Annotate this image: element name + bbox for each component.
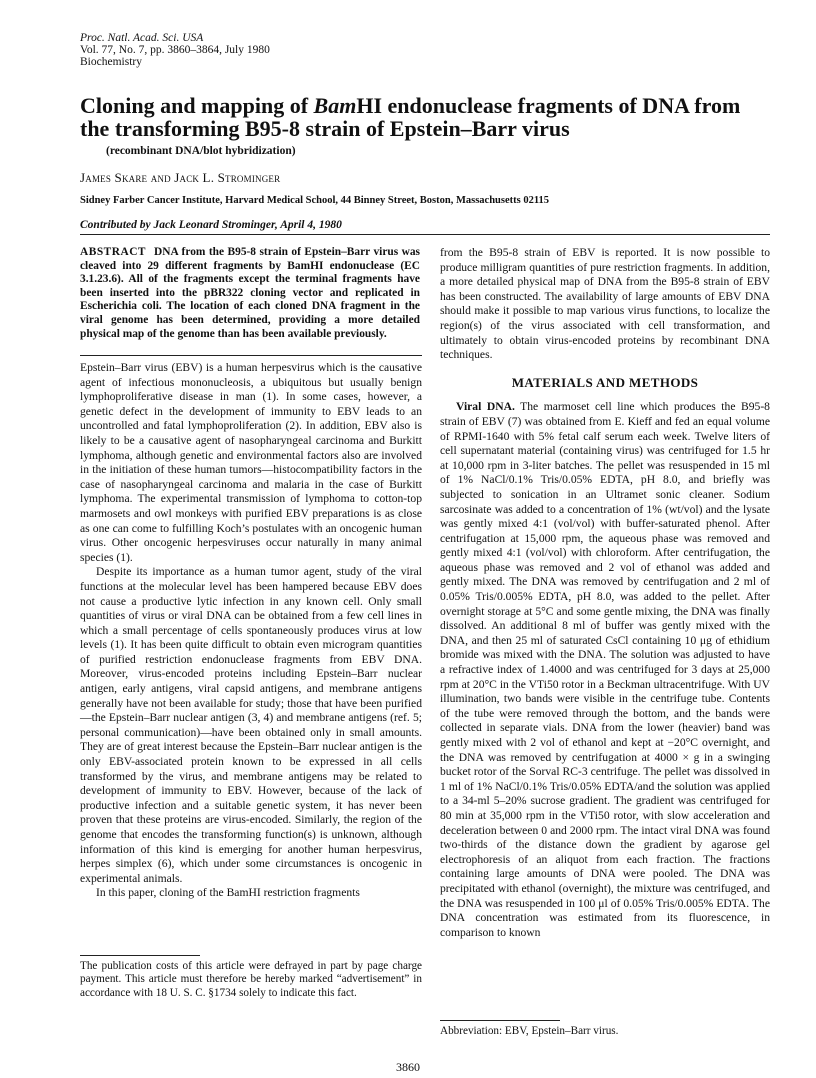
- abstract: [80, 246, 420, 341]
- abbreviation-note: Abbreviation: EBV, Epstein–Barr virus.: [440, 1025, 619, 1037]
- body-paragraph: Epstein–Barr virus (EBV) is a human herpesvirus which is the causative agent of infectious mononucleosis, a ubiquitous but usually benign lymphoproliferative disease in man (1). In some cases, however, a genetic defect in the development of immunity to EBV leads to an uncontrolled and fatal lymphoproliferation (2). In addition, EBV also is likely to be a causative agent of nasopharyngeal carcinoma and Burkitt lymphoma, although genetic and environmental factors also are involved in the initiation of these human tumors—histocompatibility factors in the case of nasopharyngeal carcinoma and malaria in the case of Burkitt lymphoma. The experimental transmission of lymphoma to cotton-top marmosets and owl monkeys with purified EBV preparations is as close as one can come to fulfilling Koch’s postulates with an oncogenic human virus. Other oncogenic herpesviruses occur naturally in many animal species (1).: [80, 361, 422, 564]
- abbreviation-rule: [440, 1020, 560, 1021]
- title-part-2: HI endonuclease fragments of DNA from the transforming B95-8 strain of Epstein–Barr virus: [80, 93, 741, 141]
- methods-text: The marmoset cell line which produces the B95-8 strain of EBV (7) was obtained from E. Kieff and fed an equal volume of RPMI-1640 with 5% fetal calf serum each week. Twelve liters of cell supernatant material (containing virus) was centrifuged for 1.5 hr at 10,000 rpm in 3-liter batches. The pellet was resuspended in 15 ml of 1% NaCl/0.1% Tris/0.05% EDTA, pH 8.0, and briefly was subjected to sonication in an Ultramet sonic cleaner. Sodium sarcosinate was added to a concentration of 1% (wt/vol) and the lysate was gently mixed 4:1 (vol/vol) with buffer-saturated phenol. After centrifugation at 15,000 rpm, the aqueous phase was removed and gently mixed 4:1 (vol/vol) with chloroform. After centrifugation, the aqueous phase was removed and 2 vol of ethanol was added and gently mixed. The DNA was removed by centrifugation and 2 ml of 0.05% Tris/0.005% EDTA, pH 8.0, was added to the pellet. After overnight storage at 5°C and some gentle mixing, the DNA was finally dissolved. An additional 8 ml of buffer was gently mixed with the DNA, and then 25 ml of saturated CsCl containing 10 μg of ethidium bromide was mixed with the DNA. The solution was adjusted to have a refractive index of 1.4000 and was centrifuged for 3 days at 25,000 rpm at 20°C in the VTi50 rotor in a Beckman ultracentrifuge. With UV illumination, two bands were visible in the centrifuge tube. Contents of the tube were removed through the bottom, and the bands were collected in separate vials. DNA from the lower (heavier) band was gently mixed with 2 vol of ethanol and kept at −20°C overnight, and the DNA was removed by centrifugation at 4000 × g in a swinging bucket rotor of the Sorval RC-3 centrifuge. The pellet was dissolved in 1 ml of 1% NaCl/0.1% Tris/0.05% EDTA/and the solution was applied to a 34-ml 5–20% sucrose gradient. The gradient was centrifuged for 80 min at 35,000 rpm in the VTi50 rotor, with slow acceleration and deceleration between 0 and 2000 rpm. The intact viral DNA was found two-thirds of the distance down the gradient by agarose gel electrophoresis of an aliquot from each fraction. The fractions containing large amounts of DNA were pooled. The DNA was precipitated with ethanol (overnight), the mixture was centrifuged, and the DNA was resuspended in 100 μl of 0.05% Tris/0.005% EDTA. The DNA concentration was estimated from its fluorescence, in comparison to known: [440, 400, 770, 939]
- page-number: 3860: [396, 1060, 420, 1074]
- body-paragraph: from the B95-8 strain of EBV is reported. It is now possible to produce milligram quantities of pure restriction fragments. In addition, a more detailed physical map of DNA from the B95-8 strain of EBV has been constructed. The availability of large amounts of EBV DNA should make it possible to map various virus functions, to localize the region(s) of the virus associated with cell transformation, and ultimately to obtain virus-encoded proteins by recombinant DNA techniques.: [440, 246, 770, 362]
- methods-paragraph: [440, 400, 770, 940]
- body-right-column: [440, 246, 770, 940]
- body-paragraph: Despite its importance as a human tumor agent, study of the viral functions at the molecular level has been hampered because EBV does not cause a productive lytic infection in any known cell. Only small quantities of virus or viral DNA can be obtained from a few cell lines in which a small percentage of cells spontaneously produces virus at low levels (1). It has been quite difficult to obtain even microgram quantities of purified restriction endonuclease fragments from EBV DNA. Moreover, virus-encoded proteins including Epstein–Barr nuclear antigen, early antigens, viral capsid antigens, and membrane antigens generally have not been available for study; those that have been purified—the Epstein–Barr nuclear antigen (3, 4) and membrane antigens (ref. 5; personal communication)—have been obtained only in small amounts. They are of great interest because the Epstein–Barr nuclear antigen is the only EBV-associated protein known to be expressed in all cells transformed by the virus, and membrane antigens may be related to development of immunity to EBV. However, because of the lack of productive infection and a suitable genetic system, it has never been proven that these proteins are virus-encoded. Similarly, the region of the genome that encodes the transforming function(s) is unknown, although information of this kind is emerging for another human herpesvirus, herpes simplex (6), which under some circumstances is oncogenic in experimental animals.: [80, 565, 422, 885]
- journal-name: Proc. Natl. Acad. Sci. USA: [80, 32, 204, 44]
- body-paragraph: In this paper, cloning of the BamHI restriction fragments: [96, 886, 360, 900]
- paper-title: [80, 94, 760, 140]
- abstract-label: ABSTRACT: [80, 246, 147, 258]
- keywords: (recombinant DNA/blot hybridization): [106, 145, 296, 157]
- body-left-column: [80, 361, 422, 901]
- contributed-by: Contributed by Jack Leonard Strominger, April 4, 1980: [80, 219, 342, 231]
- authors: James Skare and Jack L. Strominger: [80, 170, 281, 185]
- journal-volume: Vol. 77, No. 7, pp. 3860–3864, July 1980: [80, 44, 270, 56]
- title-enzyme: Bam: [313, 93, 357, 118]
- journal-section: Biochemistry: [80, 56, 142, 68]
- title-part-1: Cloning and mapping of: [80, 93, 314, 118]
- abstract-text: DNA from the B95-8 strain of Epstein–Barr virus was cleaved into 29 different fragments by BamHI endonuclease (EC 3.1.23.6). All of the fragments except the terminal fragments have been inserted into the pBR322 cloning vector and replicated in Escherichia coli. The location of each cloned DNA fragment in the viral genome has been determined, providing a more detailed physical map of the genome than has been available previously.: [80, 246, 420, 340]
- affiliation: Sidney Farber Cancer Institute, Harvard Medical School, 44 Binney Street, Boston, Massachusetts 02115: [80, 195, 549, 206]
- abstract-rule: [80, 355, 422, 356]
- section-heading: MATERIALS AND METHODS: [511, 374, 699, 390]
- footnote: The publication costs of this article were defrayed in part by page charge payment. This article must therefore be hereby marked “advertisement” in accordance with 18 U. S. C. §1734 solely to indicate this fact.: [80, 960, 422, 999]
- header-rule: [80, 234, 770, 235]
- footnote-rule: [80, 955, 200, 956]
- subsection-heading: Viral DNA.: [456, 400, 515, 414]
